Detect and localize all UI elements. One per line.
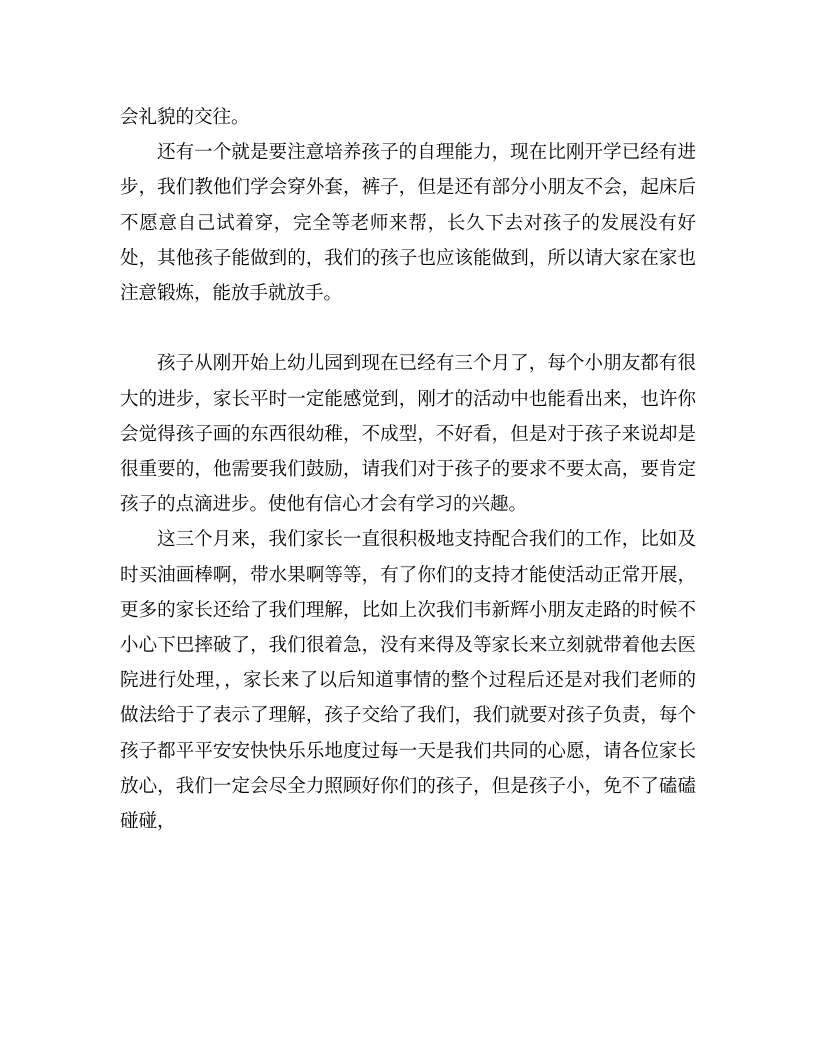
paragraph-parent-support: 这三个月来，我们家长一直很积极地支持配合我们的工作，比如及时买油画棒啊，带水果啊等等，有了你们的支持才能使活动正常开展，更多的家长还给了我们理解，比如上次我们韦新辉小朋友走路的时候不小心下巴摔破了，我们很着急，没有来得及等家长来立刻就带着他去医院进行处理，，家长来了以后知道事情的整个过程后还是对我们老师的做法给于了表示了理解，孩子交给了我们，我们就要对孩子负责，每个孩子都平平安安快快乐乐地度过每一天是我们共同的心愿，请各位家长放心，我们一定会尽全力照顾好你们的孩子，但是孩子小，免不了磕磕碰碰， [120, 529, 696, 833]
paragraph-self-care: 还有一个就是要注意培养孩子的自理能力，现在比刚开学已经有进步，我们教他们学会穿外套，裤子，但是还有部分小朋友不会，起床后不愿意自己试着穿，完全等老师来帮，长久下去对孩子的发展没有好处，其他孩子能做到的，我们的孩子也应该能做到，所以请大家在家也注意锻炼，能放手就放手。 [120, 142, 696, 305]
paragraph-continuation: 会礼貌的交往。 [120, 107, 250, 128]
paragraph-progress: 孩子从刚开始上幼儿园到现在已经有三个月了，每个小朋友都有很大的进步，家长平时一定能感觉到，刚才的活动中也能看出来，也许你会觉得孩子画的东西很幼稚，不成型，不好看，但是对于孩子来说却是很重要的，他需要我们鼓励，请我们对于孩子的要求不要太高，要肯定孩子的点滴进步。使他有信心才会有学习的兴趣。 [120, 353, 696, 516]
paragraph-spacer [120, 311, 696, 346]
document-body [120, 100, 696, 839]
